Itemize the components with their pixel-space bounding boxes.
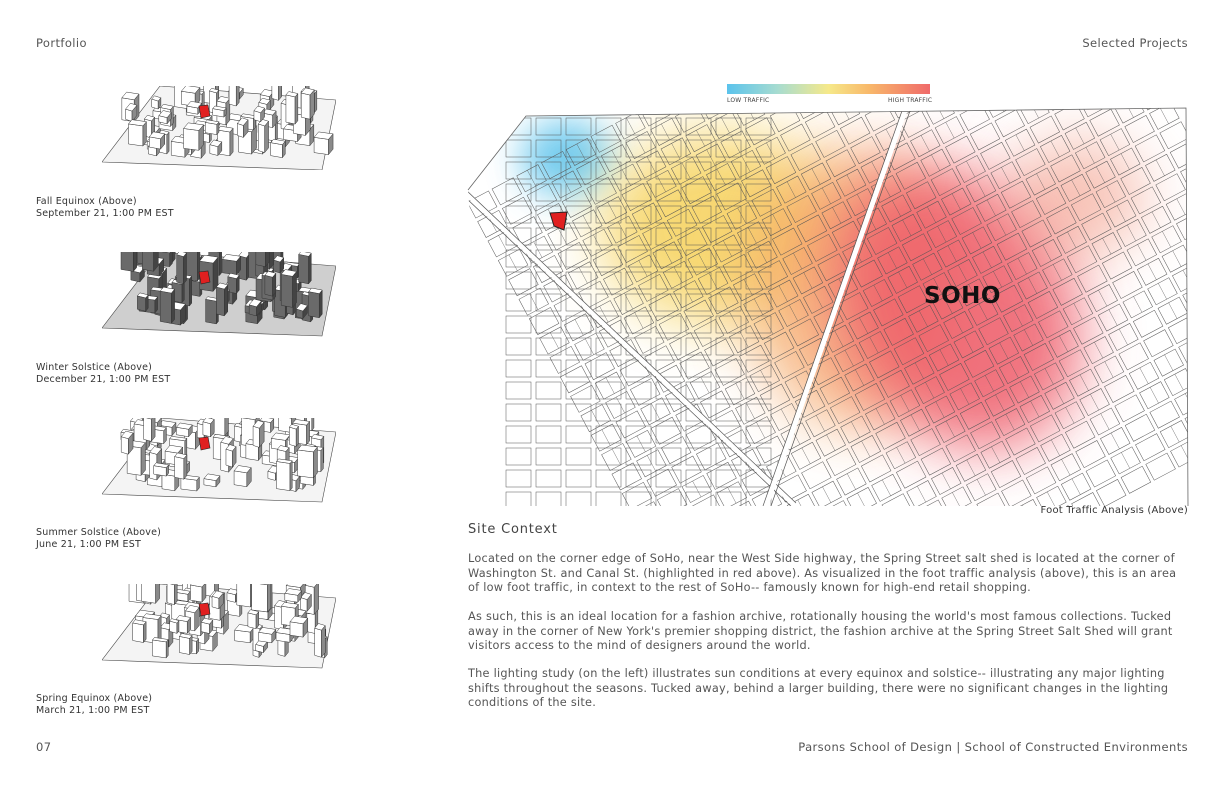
axonometric-model-spring — [102, 584, 336, 710]
building — [184, 123, 204, 150]
legend-low-label: LOW TRAFFIC — [727, 97, 770, 104]
site-highlight — [199, 603, 210, 616]
building — [271, 139, 286, 157]
building — [179, 633, 192, 654]
site-highlight — [199, 105, 210, 118]
study-title: Spring Equinox (Above) — [36, 693, 153, 704]
study-date: June 21, 1:00 PM EST — [36, 539, 141, 550]
map-caption: Foot Traffic Analysis (Above) — [1040, 505, 1188, 516]
site-context-paragraph-1: Located on the corner edge of SoHo, near the West Side highway, the Spring Street salt shed is located at the corner of Washington St. and Canal St. (highlighted in red above). As visualized in the foot traffic analysis (above), this is an area of low foot traffic, in context to the rest of SoHo-- famously known for high-end retail shopping. — [468, 552, 1177, 594]
axonometric-model-summer — [102, 418, 336, 544]
building — [285, 589, 302, 603]
building — [252, 584, 271, 612]
study-title: Fall Equinox (Above) — [36, 196, 137, 207]
building — [210, 140, 222, 156]
building — [167, 584, 177, 605]
building — [229, 86, 239, 106]
building — [160, 287, 174, 323]
building — [213, 106, 227, 117]
building — [276, 459, 292, 491]
building — [226, 445, 236, 468]
building — [253, 420, 264, 447]
building — [298, 445, 318, 478]
building — [133, 620, 146, 643]
building — [254, 106, 265, 122]
footer-institution: Parsons School of Design | School of Constructed Environments — [798, 740, 1188, 754]
building — [222, 254, 240, 274]
lighting-study-spring — [36, 584, 356, 734]
study-title: Summer Solstice (Above) — [36, 527, 162, 538]
building — [248, 610, 259, 629]
building — [170, 619, 179, 634]
building — [274, 256, 284, 273]
building — [234, 466, 251, 487]
building — [289, 424, 298, 446]
lighting-study-winter — [36, 252, 356, 402]
building — [203, 418, 214, 437]
header-portfolio: Portfolio — [36, 36, 87, 50]
building — [205, 120, 219, 135]
building — [265, 271, 276, 296]
site-context-title: Site Context — [468, 522, 558, 537]
building — [149, 132, 164, 149]
building — [175, 589, 190, 601]
study-date: December 21, 1:00 PM EST — [36, 374, 171, 385]
axonometric-model-fall — [102, 86, 336, 170]
building — [201, 618, 213, 633]
building — [286, 92, 298, 125]
building — [137, 293, 148, 311]
building — [176, 423, 192, 437]
building — [281, 270, 296, 308]
building — [309, 288, 323, 318]
lighting-study-fall — [36, 86, 356, 236]
site-highlight — [199, 437, 210, 450]
building — [142, 584, 160, 603]
building — [152, 96, 161, 109]
study-date: March 21, 1:00 PM EST — [36, 705, 150, 716]
page-number: 07 — [36, 740, 52, 754]
building — [314, 132, 333, 155]
building — [259, 627, 276, 642]
district-label: SOHO — [924, 283, 1001, 309]
building — [144, 418, 156, 441]
study-date: September 21, 1:00 PM EST — [36, 208, 174, 219]
building — [152, 638, 168, 658]
traffic-legend-gradient — [727, 84, 930, 94]
building — [216, 283, 227, 316]
building — [128, 120, 146, 146]
building — [121, 252, 137, 271]
building — [154, 463, 169, 476]
building — [121, 431, 133, 454]
building — [142, 252, 158, 271]
building — [290, 616, 308, 637]
building — [177, 252, 187, 284]
site-context-paragraph-3: The lighting study (on the left) illustrates sun conditions at every equinox and solstice-- illustrating any major lighting shifts throughout the seasons. Tucked away, behind a larger building, there were no significant changes in the lighting conditions of the site. — [468, 667, 1169, 709]
building — [299, 252, 312, 284]
building — [315, 624, 326, 658]
study-title: Winter Solstice (Above) — [36, 362, 153, 373]
foot-traffic-map — [466, 78, 1190, 506]
lighting-study-summer — [36, 418, 356, 568]
legend-high-label: HIGH TRAFFIC — [888, 97, 933, 104]
building — [204, 474, 220, 487]
site-highlight — [199, 271, 210, 284]
axonometric-model-winter — [102, 252, 336, 378]
building — [272, 86, 282, 100]
building — [258, 119, 268, 152]
building — [190, 584, 205, 602]
site-context-paragraph-2: As such, this is an ideal location for a fashion archive, rotationally housing the world's most famous collections. Tucked away in the corner of New York's premier shopping district, the fashion archive at the Spring Street Salt Shed will grant visitors access to the mind of designers around the world. — [468, 610, 1173, 652]
header-selected-projects: Selected Projects — [1082, 36, 1188, 50]
building — [175, 453, 187, 479]
building — [301, 88, 314, 119]
